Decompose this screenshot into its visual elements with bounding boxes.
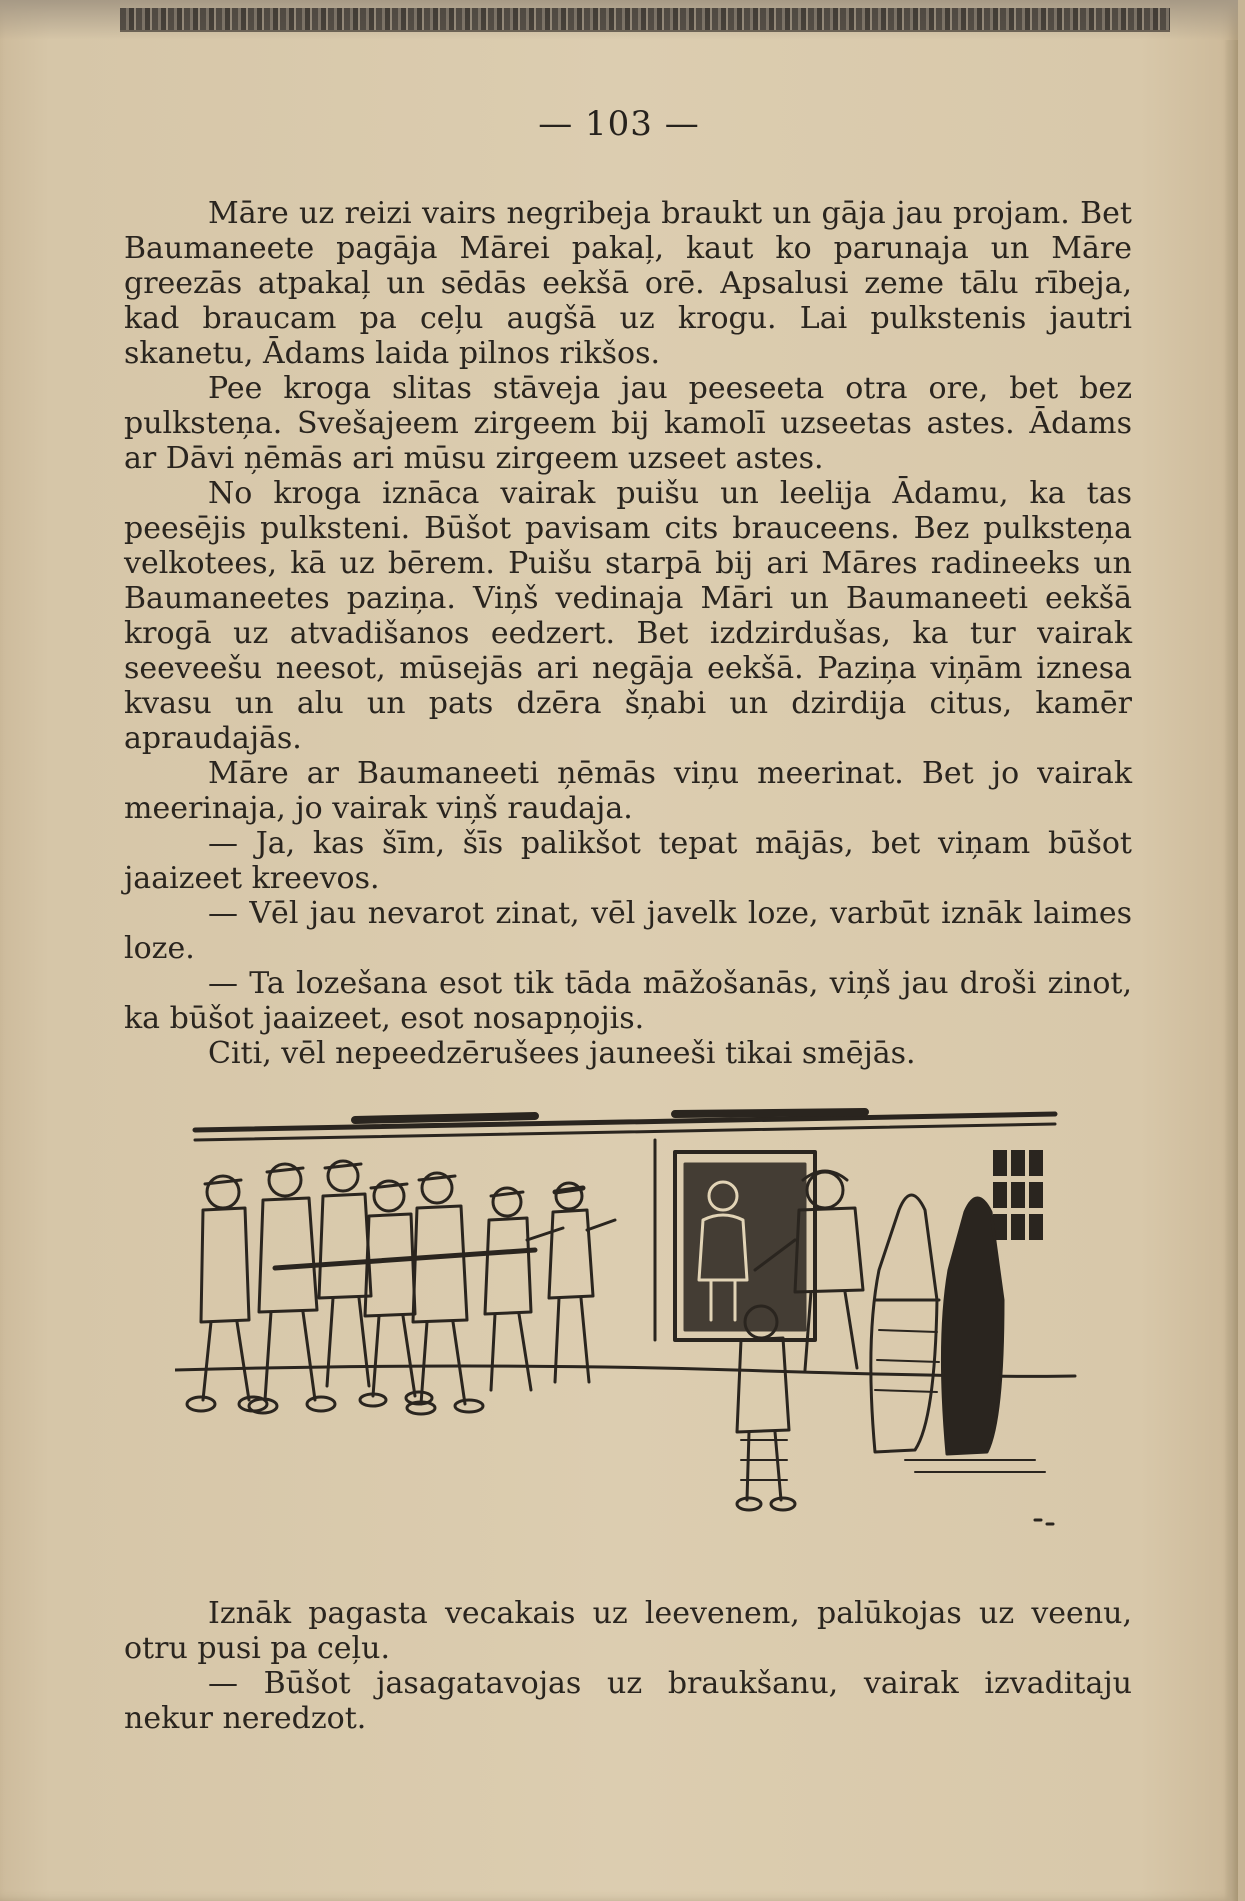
top-ornament-strip	[120, 8, 1170, 32]
paragraph: No kroga iznāca vairak puišu un leelija Ādamu, ka tas peesējis pulksteni. Būšot pavisam cits brauceens. Bez pulksteņa velkotees, kā uz bērem. Puišu starpā bij ari Māres radineeks un Baumaneetes paziņa. Viņš vedinaja Māri un Baumaneeti eekšā krogā uz atvadišanos eedzert. Bet izdzirdušas, ka tur vairak seeveešu neesot, mūsejās ari negāja eekšā. Paziņa viņām iznesa kvasu un alu un pats dzēra šņabi un dzirdija citus, kamēr apraudajās.	[124, 476, 1132, 756]
text-block-bottom	[124, 1596, 1132, 1736]
paragraph: — Ta lozešana esot tik tāda māžošanās, viņš jau droši zinot, ka būšot jaaizeet, esot nosapņojis.	[124, 966, 1132, 1036]
paragraph: — Ja, kas šīm, šīs palikšot tepat mājās, bet viņam būšot jaaizeet kreevos.	[124, 826, 1132, 896]
paragraph: Māre ar Baumaneeti ņēmās viņu meerinat. Bet jo vairak meerinaja, jo vairak viņš raudaja.	[124, 756, 1132, 826]
paragraph: Pee kroga slitas stāveja jau peeseeta otra ore, bet bez pulksteņa. Svešajeem zirgeem bij kamolī uzseetas astes. Ādams ar Dāvi ņēmās ari mūsu zirgeem uzseet astes.	[124, 371, 1132, 476]
crowd-at-tavern-door-illustration	[175, 1100, 1085, 1562]
paragraph: — Vēl jau nevarot zinat, vēl javelk loze, varbūt iznāk laimes loze.	[124, 896, 1132, 966]
paragraph: Iznāk pagasta vecakais uz leevenem, palūkojas uz veenu, otru pusi pa ceļu.	[124, 1596, 1132, 1666]
text-block-top	[124, 196, 1132, 1071]
paragraph: — Būšot jasagatavojas uz braukšanu, vairak izvaditaju nekur neredzot.	[124, 1666, 1132, 1736]
paragraph: Citi, vēl nepeedzērušees jauneeši tikai smējās.	[208, 1036, 916, 1071]
page-right-edge	[1224, 40, 1238, 1901]
paragraph: Māre uz reizi vairs negribeja braukt un gāja jau projam. Bet Baumaneete pagāja Mārei pakaļ, kaut ko parunaja un Māre greezās atpakaļ un sēdās eekšā orē. Apsalusi zeme tālu rībeja, kad braucam pa ceļu augšā uz krogu. Lai pulkstenis jautri skanetu, Ādams laida pilnos rikšos.	[124, 196, 1132, 371]
page-number: — 103 —	[538, 104, 700, 144]
